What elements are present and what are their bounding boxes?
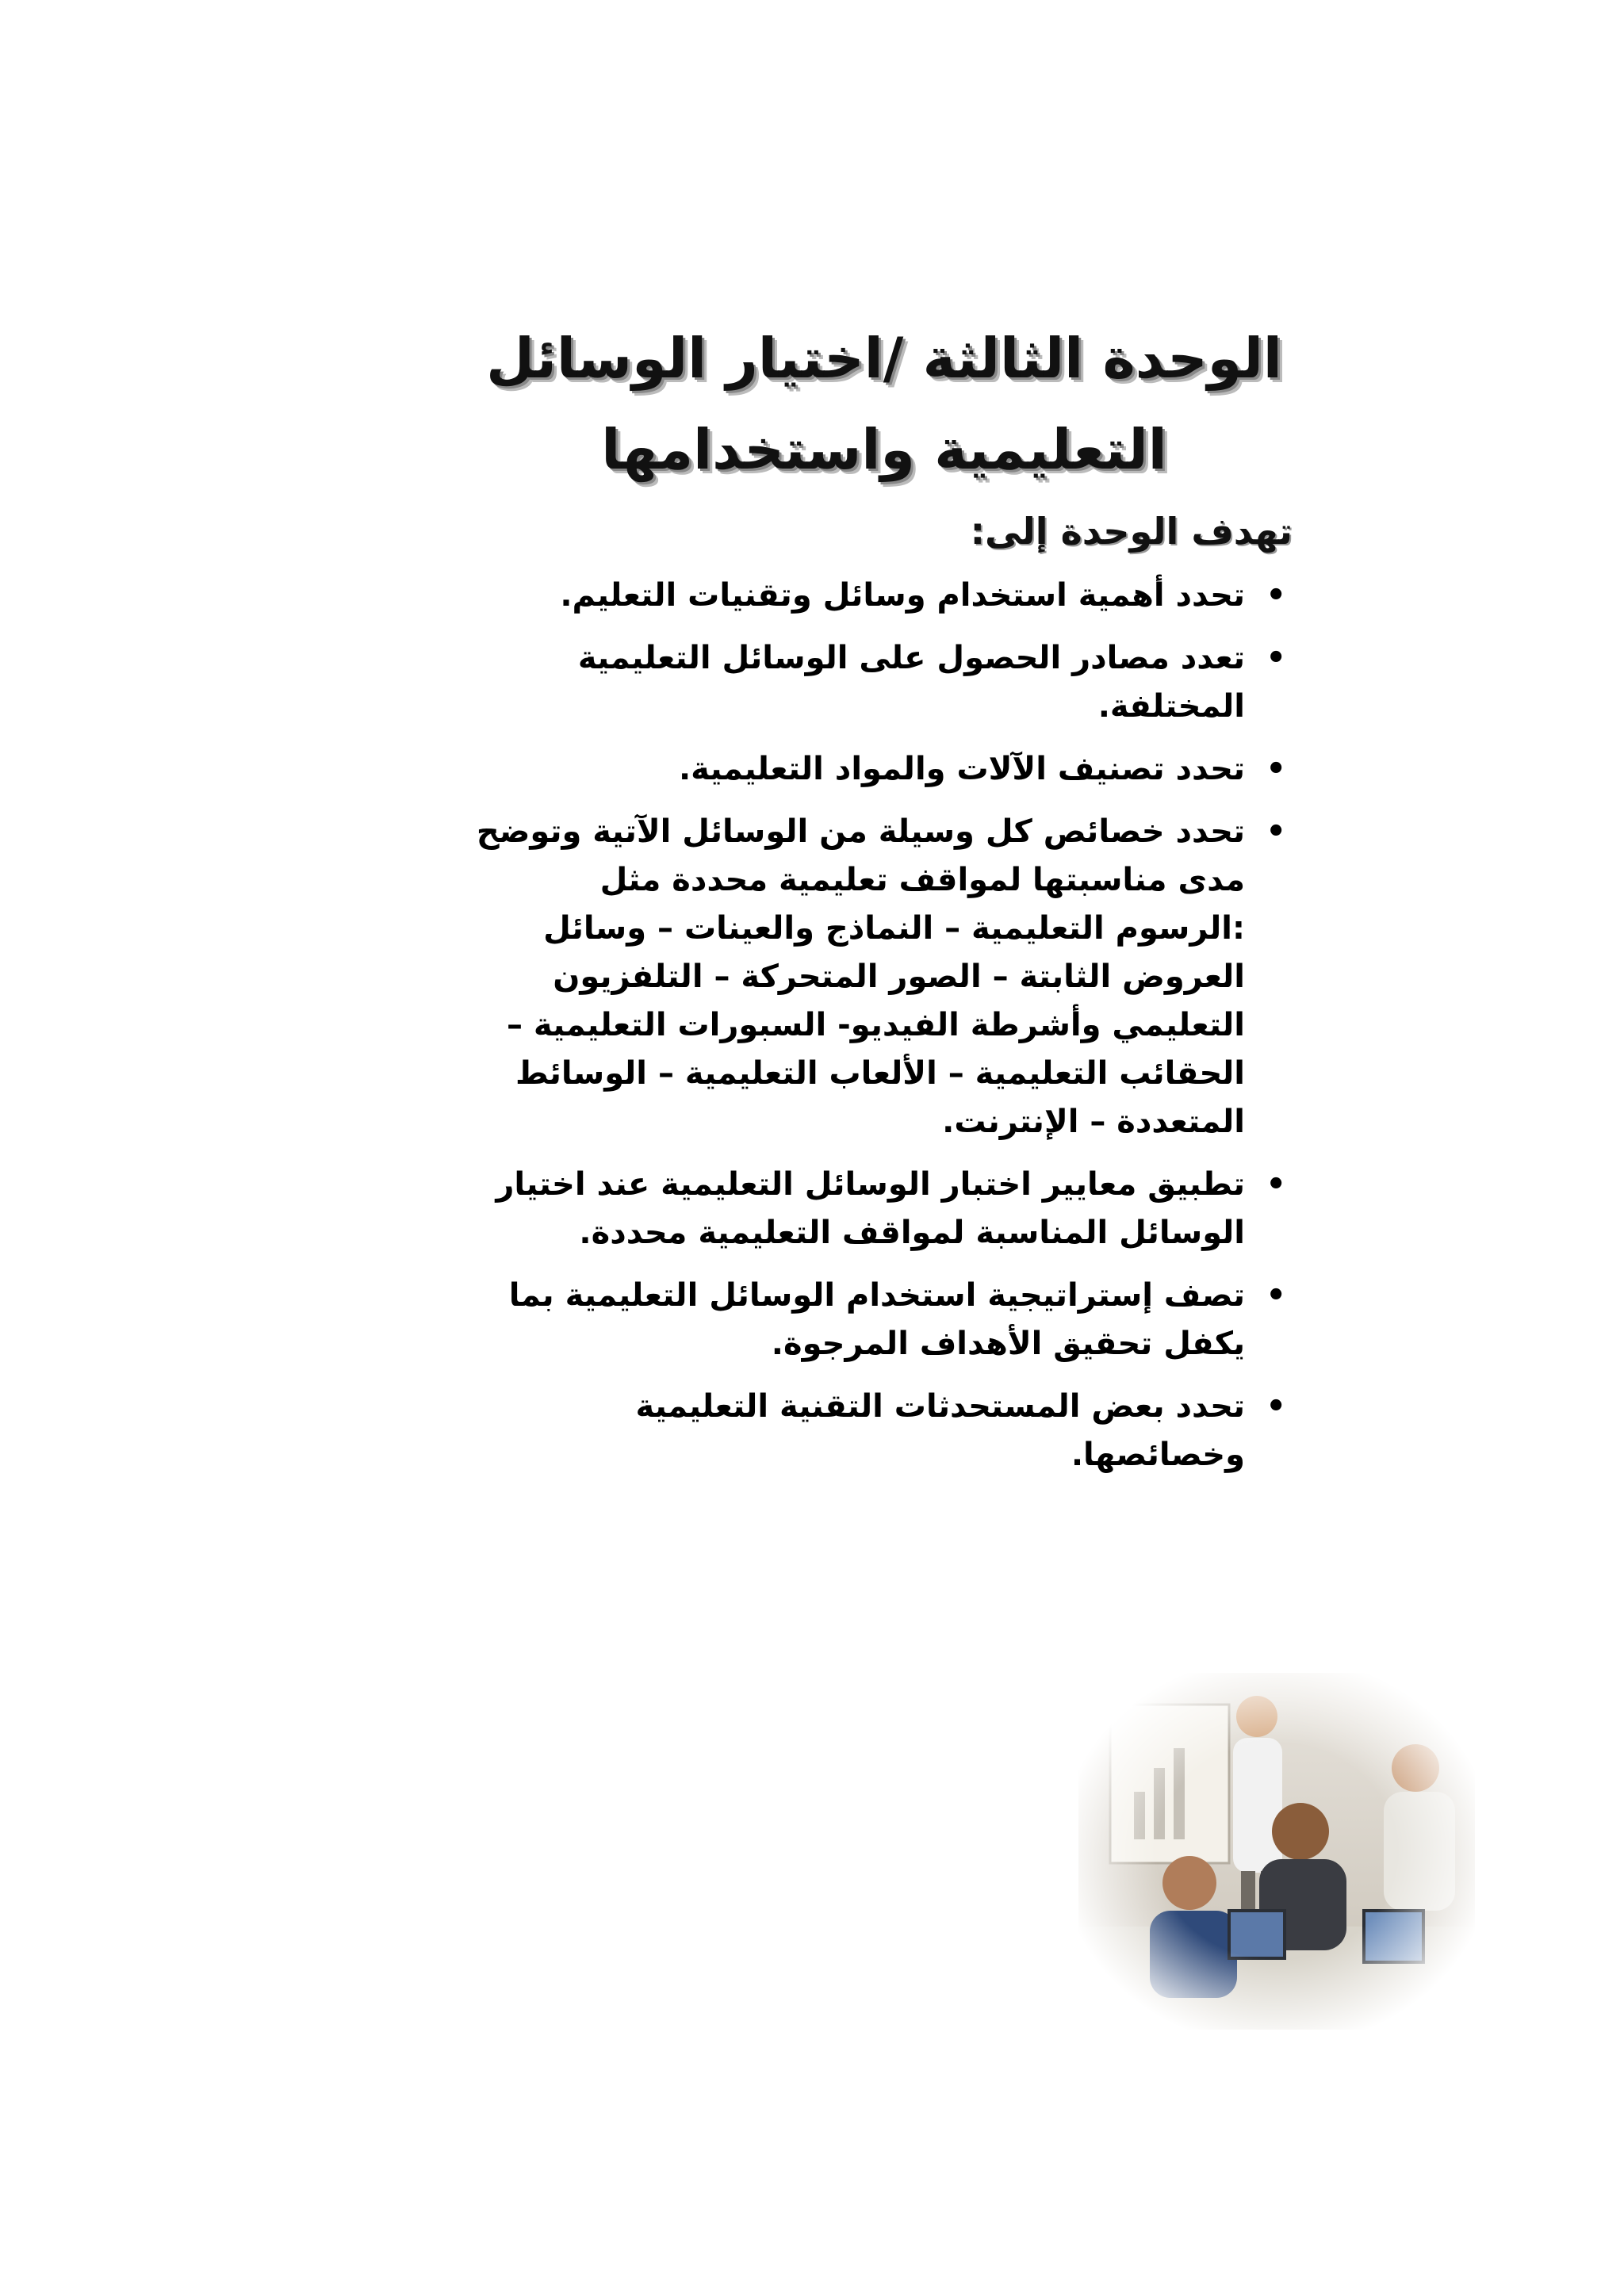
objective-item — [476, 745, 1293, 794]
bullet-icon: • — [1266, 1277, 1286, 1314]
objective-text: تحدد بعض المستحدثات التقنية التعليمية وخصائصها. — [635, 1388, 1245, 1473]
unit-page — [476, 313, 1293, 1494]
objective-text: تصف إستراتيجية استخدام الوسائل التعليمية بما يكفل تحقيق الأهداف المرجوة. — [508, 1277, 1245, 1362]
objective-item — [476, 1161, 1293, 1257]
unit-title-line-2: التعليمية واستخدامها — [601, 417, 1167, 482]
objective-text: تحدد خصائص كل وسيلة من الوسائل الآتية وتوضح مدى مناسبتها لمواقف تعليمية محددة مثل :الرسوم التعليمية – النماذج والعينات – وسائل العروض الثابتة – الصور المتحركة – التلفزيون التعليمي وأشرطة الفيديو- السبورات التعليمية – الحقائب التعليمية – الألعاب التعليمية – الوسائط المتعددة – الإنترنت. — [476, 813, 1245, 1140]
unit-title — [476, 313, 1293, 496]
objectives-list — [476, 572, 1293, 1479]
objective-item — [476, 1383, 1293, 1479]
objective-text: تحدد تصنيف الآلات والمواد التعليمية. — [678, 751, 1245, 787]
unit-title-line-1: الوحدة الثالثة /اختيار الوسائل — [486, 326, 1282, 391]
objective-item — [476, 572, 1293, 620]
objective-item — [476, 808, 1293, 1146]
objective-text: تطبيق معايير اختبار الوسائل التعليمية عند اختيار الوسائل المناسبة لمواقف التعليمية محددة. — [496, 1166, 1245, 1251]
objective-text: تحدد أهمية استخدام وسائل وتقنيات التعليم. — [560, 577, 1245, 614]
bullet-icon: • — [1266, 577, 1286, 614]
bullet-icon: • — [1266, 640, 1286, 676]
objective-text: تعدد مصادر الحصول على الوسائل التعليمية المختلفة. — [577, 640, 1245, 725]
objective-item — [476, 1272, 1293, 1368]
bullet-icon: • — [1266, 1166, 1286, 1203]
bullet-icon: • — [1266, 813, 1286, 850]
bullet-icon: • — [1266, 751, 1286, 787]
objective-item — [476, 634, 1293, 731]
office-meeting-photo-icon — [1078, 1673, 1475, 2030]
bullet-icon: • — [1266, 1388, 1286, 1425]
unit-objectives-heading: تهدف الوحدة إلى: — [970, 510, 1293, 553]
